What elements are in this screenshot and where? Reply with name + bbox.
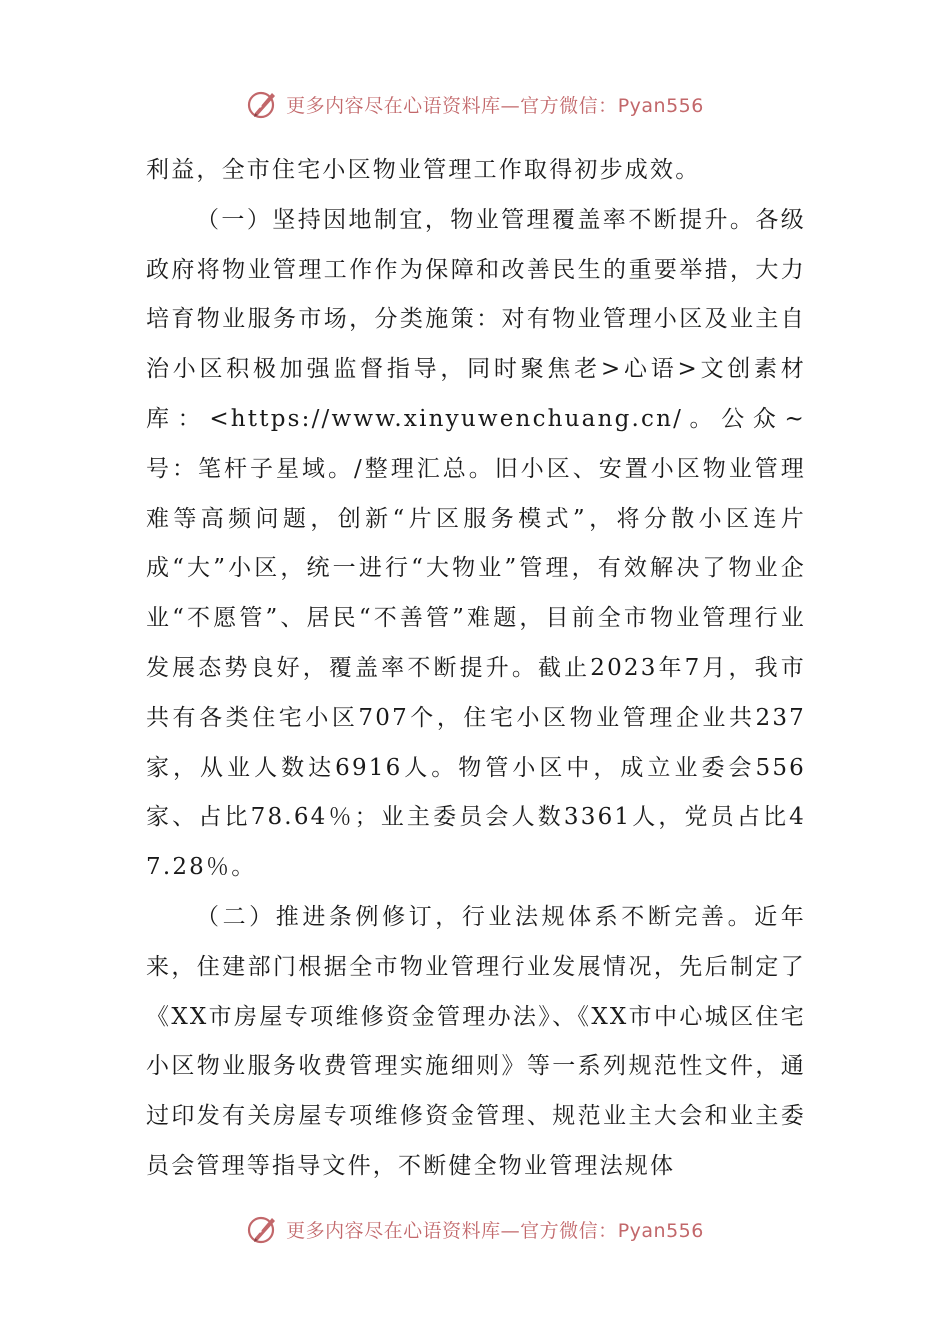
header-banner-text [286,91,704,118]
paragraph-section-one: （一）坚持因地制宜，物业管理覆盖率不断提升。各级政府将物业管理工作作为保障和改善民生的重要举措，大力培育物业服务市场，分类施策：对有物业管理小区及业主自治小区积极加强监督指导，同时聚焦老>心语>文创素材库：<https://www.xinyuwenchuang.cn/。公众~号：笔杆子星域。/整理汇总。旧小区、安置小区物业管理难等高频问题，创新“片区服务模式”，将分散小区连片成“大”小区，统一进行“大物业”管理，有效解决了物业企业“不愿管”、居民“不善管”难题，目前全市物业管理行业发展态势良好，覆盖率不断提升。截止2023年7月，我市共有各类住宅小区707个，住宅小区物业管理企业共237家，从业人数达6916人。物管小区中，成立业委会556家、占比78.64％；业主委员会人数3361人，党员占比47.28％。 [146,206,806,881]
header-separator: — [500,94,521,117]
paragraph-section-two: （二）推进条例修订，行业法规体系不断完善。近年来，住建部门根据全市物业管理行业发展情况，先后制定了《XX市房屋专项维修资金管理办法》、《XX市中心城区住宅小区物业服务收费管理实施细则》等一系列规范性文件，通过印发有关房屋专项维修资金管理、规范业主大会和业主委员会管理等指导文件，不断健全物业管理法规体 [146,903,806,1179]
footer-contact-id: Pyan556 [617,1219,704,1242]
quill-pen-logo-icon [246,1212,280,1246]
footer-slogan: 更多内容尽在心语资料库 [286,1219,501,1242]
quill-pen-logo-icon [246,87,280,121]
page-footer-banner [0,1209,950,1249]
document-body [146,146,806,1192]
footer-contact-label: 官方微信： [520,1219,618,1242]
header-contact-label: 官方微信： [520,94,618,117]
footer-separator: — [500,1219,521,1242]
header-contact-id: Pyan556 [617,94,704,117]
page-header-banner [0,84,950,124]
footer-banner-text [286,1216,704,1243]
paragraph-continuation: 利益，全市住宅小区物业管理工作取得初步成效。 [146,157,701,183]
header-slogan: 更多内容尽在心语资料库 [286,94,501,117]
